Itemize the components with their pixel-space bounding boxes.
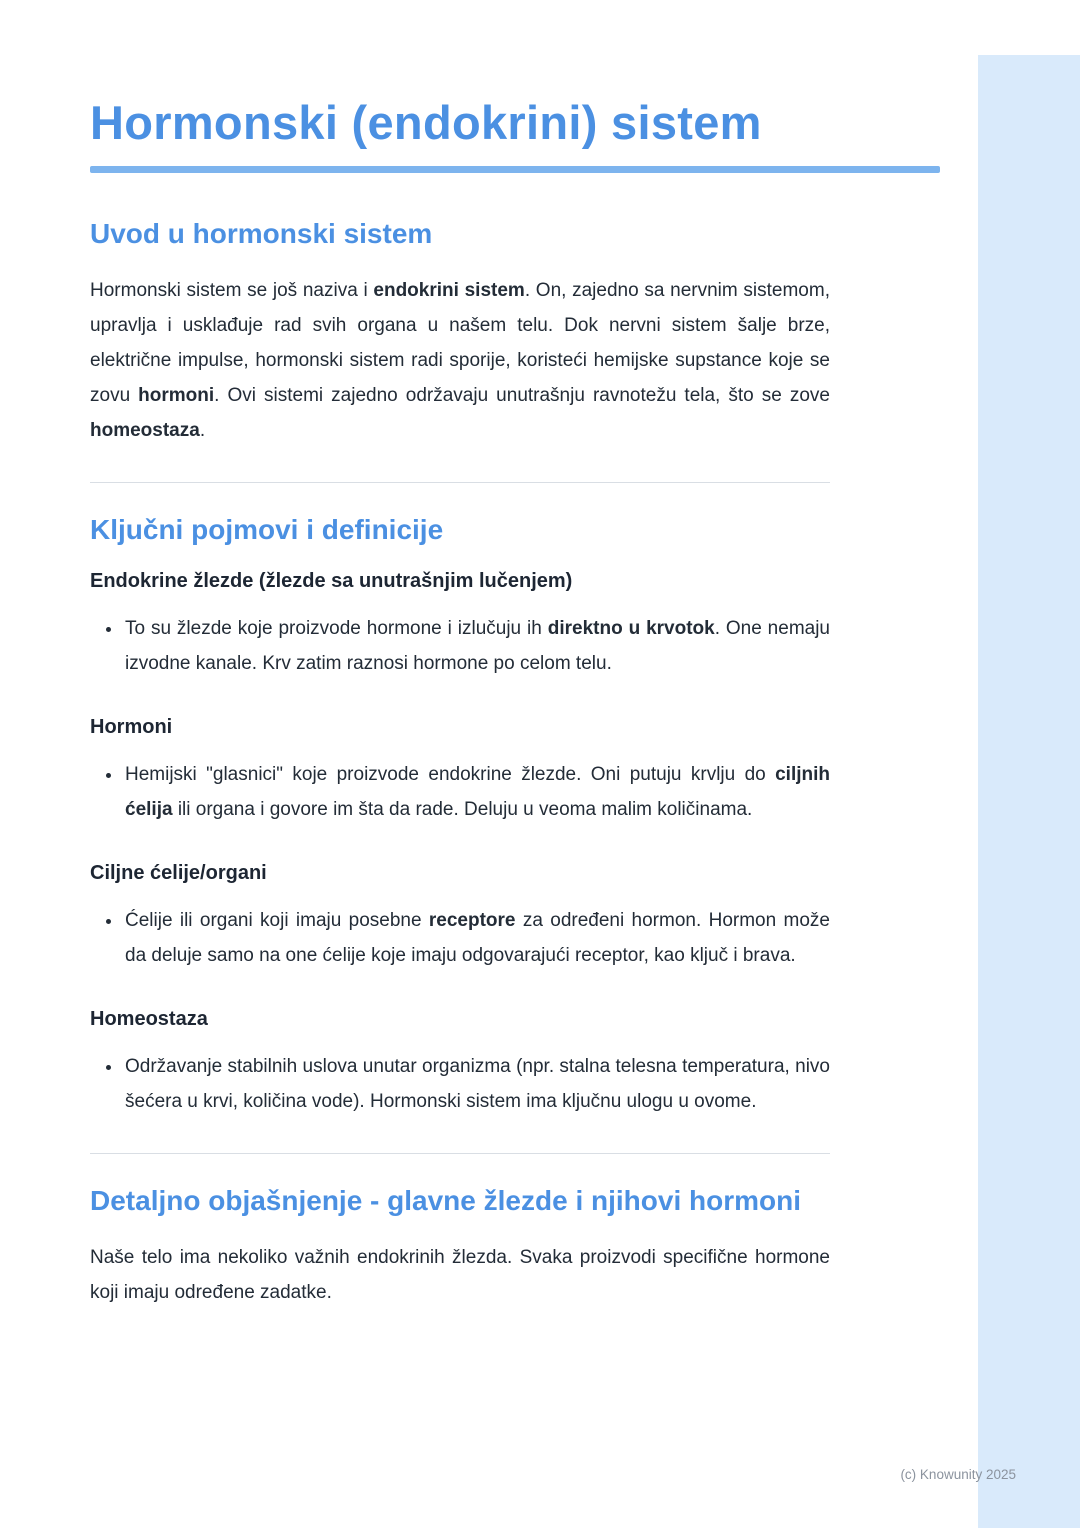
page-title: Hormonski (endokrini) sistem bbox=[90, 96, 762, 149]
term-title: Hormoni bbox=[90, 716, 173, 738]
term-bullet bbox=[123, 1049, 830, 1119]
intro-heading: Uvod u hormonski sistem bbox=[90, 218, 433, 249]
text-run: . bbox=[199, 420, 206, 441]
section-intro bbox=[90, 217, 940, 448]
text-run: za određeni hormon. Hormon može da deluje samo na one ćelije koje imaju odgovarajući receptor, kao ključ i brava. bbox=[125, 910, 830, 966]
section-details bbox=[90, 1184, 940, 1310]
section-key-terms bbox=[90, 513, 940, 1119]
title-underline-bar bbox=[90, 166, 940, 173]
section-divider bbox=[90, 1153, 830, 1154]
details-heading: Detaljno objašnjenje - glavne žlezde i njihovi hormoni bbox=[90, 1185, 801, 1216]
term-block bbox=[90, 1007, 940, 1119]
right-side-strip bbox=[978, 55, 1080, 1528]
bold-text-run: homeostaza bbox=[90, 420, 200, 441]
text-run: Ćelije ili organi koji imaju posebne bbox=[125, 910, 429, 931]
watermark: (c) Knowunity 2025 bbox=[900, 1467, 1016, 1482]
bold-text-run: receptore bbox=[428, 910, 516, 931]
term-block bbox=[90, 715, 940, 827]
text-run: Održavanje stabilnih uslova unutar organizma (npr. stalna telesna temperatura, nivo šećera u krvi, količina vode). Hormonski sistem ima ključnu ulogu u ovome. bbox=[125, 1056, 830, 1112]
details-paragraph bbox=[90, 1240, 830, 1310]
term-block bbox=[90, 569, 940, 681]
bold-text-run: endokrini sistem bbox=[373, 280, 525, 301]
section-divider bbox=[90, 482, 830, 483]
term-bullet-list bbox=[90, 1049, 830, 1119]
bold-text-run: direktno u krvotok bbox=[547, 618, 715, 639]
term-bullet bbox=[123, 903, 830, 973]
bold-text-run: hormoni bbox=[138, 385, 215, 406]
bold-text-run: ciljnih ćelija bbox=[125, 764, 830, 820]
key-terms-list bbox=[90, 569, 940, 1119]
text-run: To su žlezde koje proizvode hormone i izlučuju ih bbox=[125, 618, 548, 639]
intro-paragraph bbox=[90, 273, 830, 448]
term-bullet-list bbox=[90, 757, 830, 827]
term-bullet-list bbox=[90, 903, 830, 973]
term-title: Homeostaza bbox=[90, 1008, 208, 1030]
term-title: Endokrine žlezde (žlezde sa unutrašnjim lučenjem) bbox=[90, 570, 573, 592]
term-bullet bbox=[123, 757, 830, 827]
text-run: Hormonski sistem se još naziva i bbox=[90, 280, 374, 301]
text-run: . On, zajedno sa nervnim sistemom, upravlja i usklađuje rad svih organa u našem telu. Dok nervni sistem šalje brze, električne impulse, hormonski sistem radi sporije, koristeći hemijske supstance koje se zovu bbox=[90, 280, 830, 406]
term-bullet bbox=[123, 611, 830, 681]
term-bullet-list bbox=[90, 611, 830, 681]
text-run: ili organa i govore im šta da rade. Deluju u veoma malim količinama. bbox=[172, 799, 753, 820]
text-run: Hemijski "glasnici" koje proizvode endokrine žlezde. Oni putuju krvlju do bbox=[125, 764, 776, 785]
text-run: Naše telo ima nekoliko važnih endokrinih žlezda. Svaka proizvodi specifične hormone koji imaju određene zadatke. bbox=[90, 1247, 830, 1303]
text-run: . One nemaju izvodne kanale. Krv zatim raznosi hormone po celom telu. bbox=[125, 618, 830, 674]
term-title: Ciljne ćelije/organi bbox=[90, 862, 267, 884]
term-block bbox=[90, 861, 940, 973]
key-terms-heading: Ključni pojmovi i definicije bbox=[90, 514, 444, 545]
text-run: . Ovi sistemi zajedno održavaju unutrašnju ravnotežu tela, što se zove bbox=[214, 385, 830, 406]
